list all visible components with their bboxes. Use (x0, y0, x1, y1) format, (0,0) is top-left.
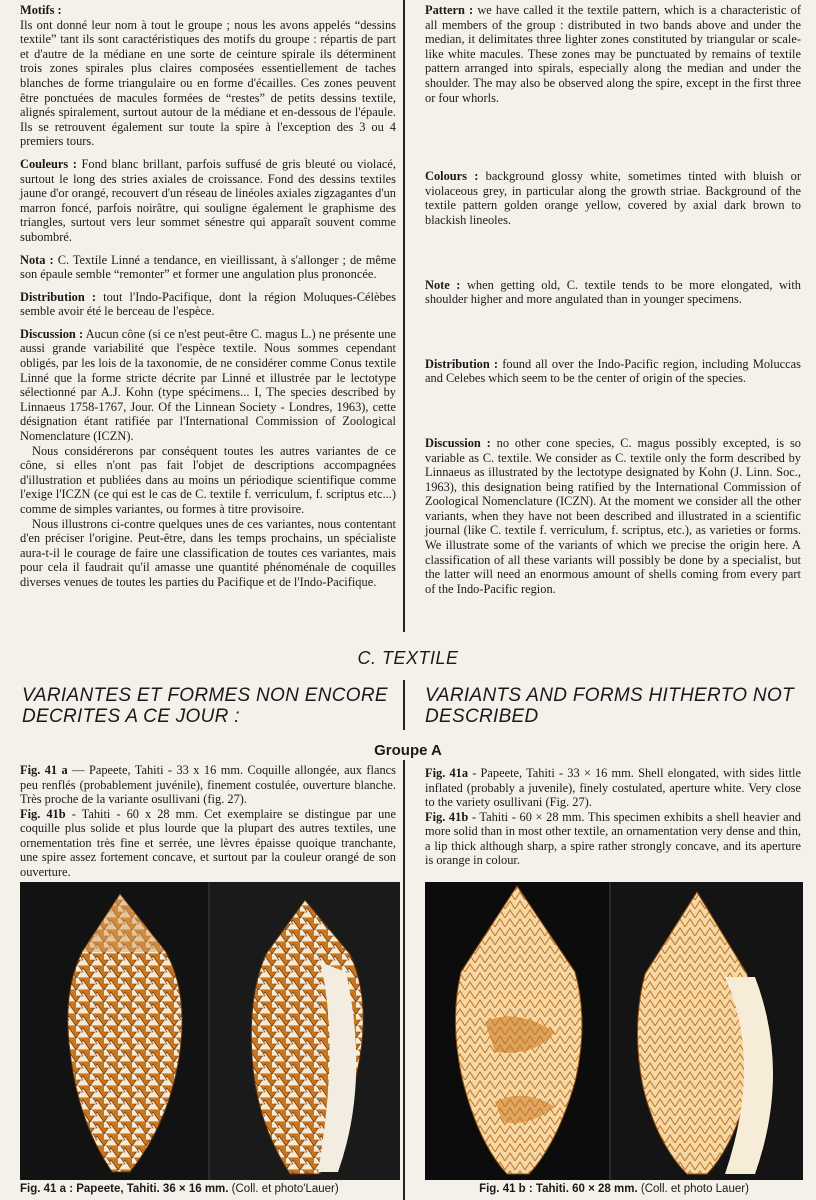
english-column (425, 3, 801, 596)
caption-fig-41b: Fig. 41 b : Tahiti. 60 × 28 mm. (Coll. et photo Lauer) (479, 1183, 749, 1195)
photo-divider (208, 882, 210, 1180)
colours-paragraph: Colours : background glossy white, sometimes tinted with bluish or violaceous grey, in particular along the growth striae. Background of the textile pattern golden orange yellow, covered by axial dark brown to blackish lineoles. (425, 169, 801, 227)
group-title: Groupe A (374, 742, 442, 759)
discussion-paragraph: Discussion : Aucun cône (si ce n'est peut-être C. magus L.) ne présente une aussi grande variabilité que l'espèce textile. Nous sommes cependant obligés, par les lois de la taxonomie, de ne considérer comme Conus textile Linné que la forme stricte décrite par Linné et illustrée par le lectotype sélectionné par A.J. Kohn (type spécimens... I, The species described by Linnaeus 1758-1767, Jour. Of the Linnean Society - Londres, 1963), cette désignation étant ratifiée par l'International Commission of Zoological Nomenclature (ICZN). (20, 326, 396, 444)
note-paragraph: Note : when getting old, C. textile tends to be more elongated, with shoulder higher and more angulated than in younger specimens. (425, 277, 801, 307)
section-title-fr: VARIANTES ET FORMES NON ENCORE DECRITES A CE JOUR : (22, 685, 388, 727)
photo-fig-41b (425, 882, 803, 1180)
lower-divider (403, 760, 405, 1200)
caption-fig-41a: Fig. 41 a : Papeete, Tahiti. 36 × 16 mm. (Coll. et photo'Lauer) (20, 1183, 339, 1195)
french-column (20, 3, 396, 590)
fig-41a-fr: Fig. 41 a — Papeete, Tahiti - 33 x 16 mm. Coquille allongée, aux flancs peu renflés (probablement juvénile), finement costulée, ouverture blanche. Très proche de la variante osullivani (fig. 27). (20, 763, 396, 806)
photo-divider-b (609, 882, 611, 1180)
section-title-en: VARIANTS AND FORMS HITHERTO NOT DESCRIBED (425, 685, 794, 727)
column-divider (403, 0, 405, 632)
shell-41a-illustration (20, 882, 400, 1180)
distribution-paragraph: Distribution : tout l'Indo-Pacifique, dont la région Moluques-Célèbes semble avoir été le berceau de l'espèce. (20, 289, 396, 319)
figure-descriptions-fr (20, 763, 396, 879)
discussion-paragraph-3: Nous illustrons ci-contre quelques unes de ces variantes, nous contentant d'en préciser l'origine. Peut-être, dans les temps prochains, un spécialiste aura-t-il le courage de faire une classification de toutes ces variantes, mais pour cela il faudrait qu'il amasse une quantité phénoménale de coquilles diverses venues de toutes les parties du Pacifique et de l'Indo-Pacifique. (20, 516, 396, 589)
shell-41b-illustration (425, 882, 803, 1180)
figure-descriptions-en (425, 766, 801, 868)
nota-paragraph: Nota : C. Textile Linné a tendance, en vieillissant, à s'allonger ; de même son épaule semble “remonter” et former une angulation plus prononcée. (20, 252, 396, 282)
fig-41b-fr: Fig. 41b - Tahiti - 60 x 28 mm. Cet exemplaire se distingue par une coquille plus solide et plus lourde que la plupart des autres textiles, une ornementation très fine et serrée, une lèvres épaisse quoique tranchante, une spire assez fortement concave, et surtout par la couleur orangé de son ouverture. (20, 806, 397, 879)
pattern-paragraph: Pattern : we have called it the textile pattern, which is a characteristic of all members of the group : distributed in two bands above and under the median, it delimitates three lighter zones constituted by triangular or scale-like white macules. These zones may be punctuated by remains of textile pattern arranged into spirals, especially along the median and under the shoulder. The may also be observed along the spire, except in the first three or four whorls. (425, 3, 801, 105)
motifs-heading: Motifs : (20, 3, 62, 17)
motifs-paragraph: Ils ont donné leur nom à tout le groupe ; nous les avons appelés “dessins textile” tant ils sont caractéristiques des motifs du groupe : répartis de part et d'autre de la médiane en une sorte de ceinture spirale ils déterminent trois zones spirales plus claires composées essentiellement de taches blanches de forme triangulaire ou en forme d'écailles. Ces zones peuvent être ponctuées de macules formées de “restes” de petits dessins textile, alignés spiralement, surtout autour de la médiane et en-dessous de l'épaule. Ils se retrouvent également sur toute la spire à l'exception des 3 ou 4 premiers tours. (20, 17, 396, 149)
distribution-paragraph-en: Distribution : found all over the Indo-Pacific region, including Moluccas and Celebes which seem to be the center of origin of the species. (425, 356, 801, 386)
couleurs-paragraph: Couleurs : Fond blanc brillant, parfois suffusé de gris bleuté ou violacé, surtout le long des stries axiales de croissance. Fond des dessins textiles jaune d'or orangé, recouvert d'un réseau de linéoles axiales zigzagantes d'un marron foncé, parfois noirâtre, qui souligne également le graphisme des triangles, surtout vers leur sommet sénestre qui apparaît souvent comme subombré. (20, 156, 396, 244)
fig-41a-en: Fig. 41a - Papeete, Tahiti - 33 × 16 mm. Shell elongated, with sides little inflated (probably a juvenile), finely costulated, aperture white. Very close to the variety osullivani (Fig. 27). (425, 766, 801, 809)
section-divider (403, 680, 405, 730)
species-title: C. TEXTILE (357, 648, 459, 668)
discussion-paragraph-en: Discussion : no other cone species, C. magus possibly excepted, is so variable as C. textile. We consider as C. textile only the form described by Linnaeus as illustrated by the lectotype designated by Kohn (J. Linn. Soc., 1963), this designation being ratified by the International Commission of Zoological Nomenclature (ICZN). At the moment we consider all the other variants, when they have not been described and illustrated in a scientific journal (like C. textile f. verriculum, f. scriptus, etc.), as varieties or forms. We illustrate some of the variants of which we precise the origin here. A classification of all these variants will possibly be done by a specialist, but the latter will need an enormous amount of shells coming from every part of the Indo-Pacific region. (425, 435, 801, 596)
discussion-paragraph-2: Nous considérerons par conséquent toutes les autres variantes de ce cône, si elles n'ont pas fait l'objet de descriptions accompagnées d'illustration et publiées dans au moins un périodique scientifique comme l'exige l'ICZN (ce qui est le cas de C. textile f. verriculum, f. scriptus etc...) comme de simples variantes, ou formes à titre provisoire. (20, 443, 396, 516)
photo-fig-41a (20, 882, 400, 1180)
fig-41b-en: Fig. 41b - Tahiti - 60 × 28 mm. This specimen exhibits a shell heavier and more solid than in most other textile, an ornamentation very dense and thin, a lip thick although sharp, a spire rather strongly concave, and its aperture is orange in colour. (425, 809, 801, 867)
